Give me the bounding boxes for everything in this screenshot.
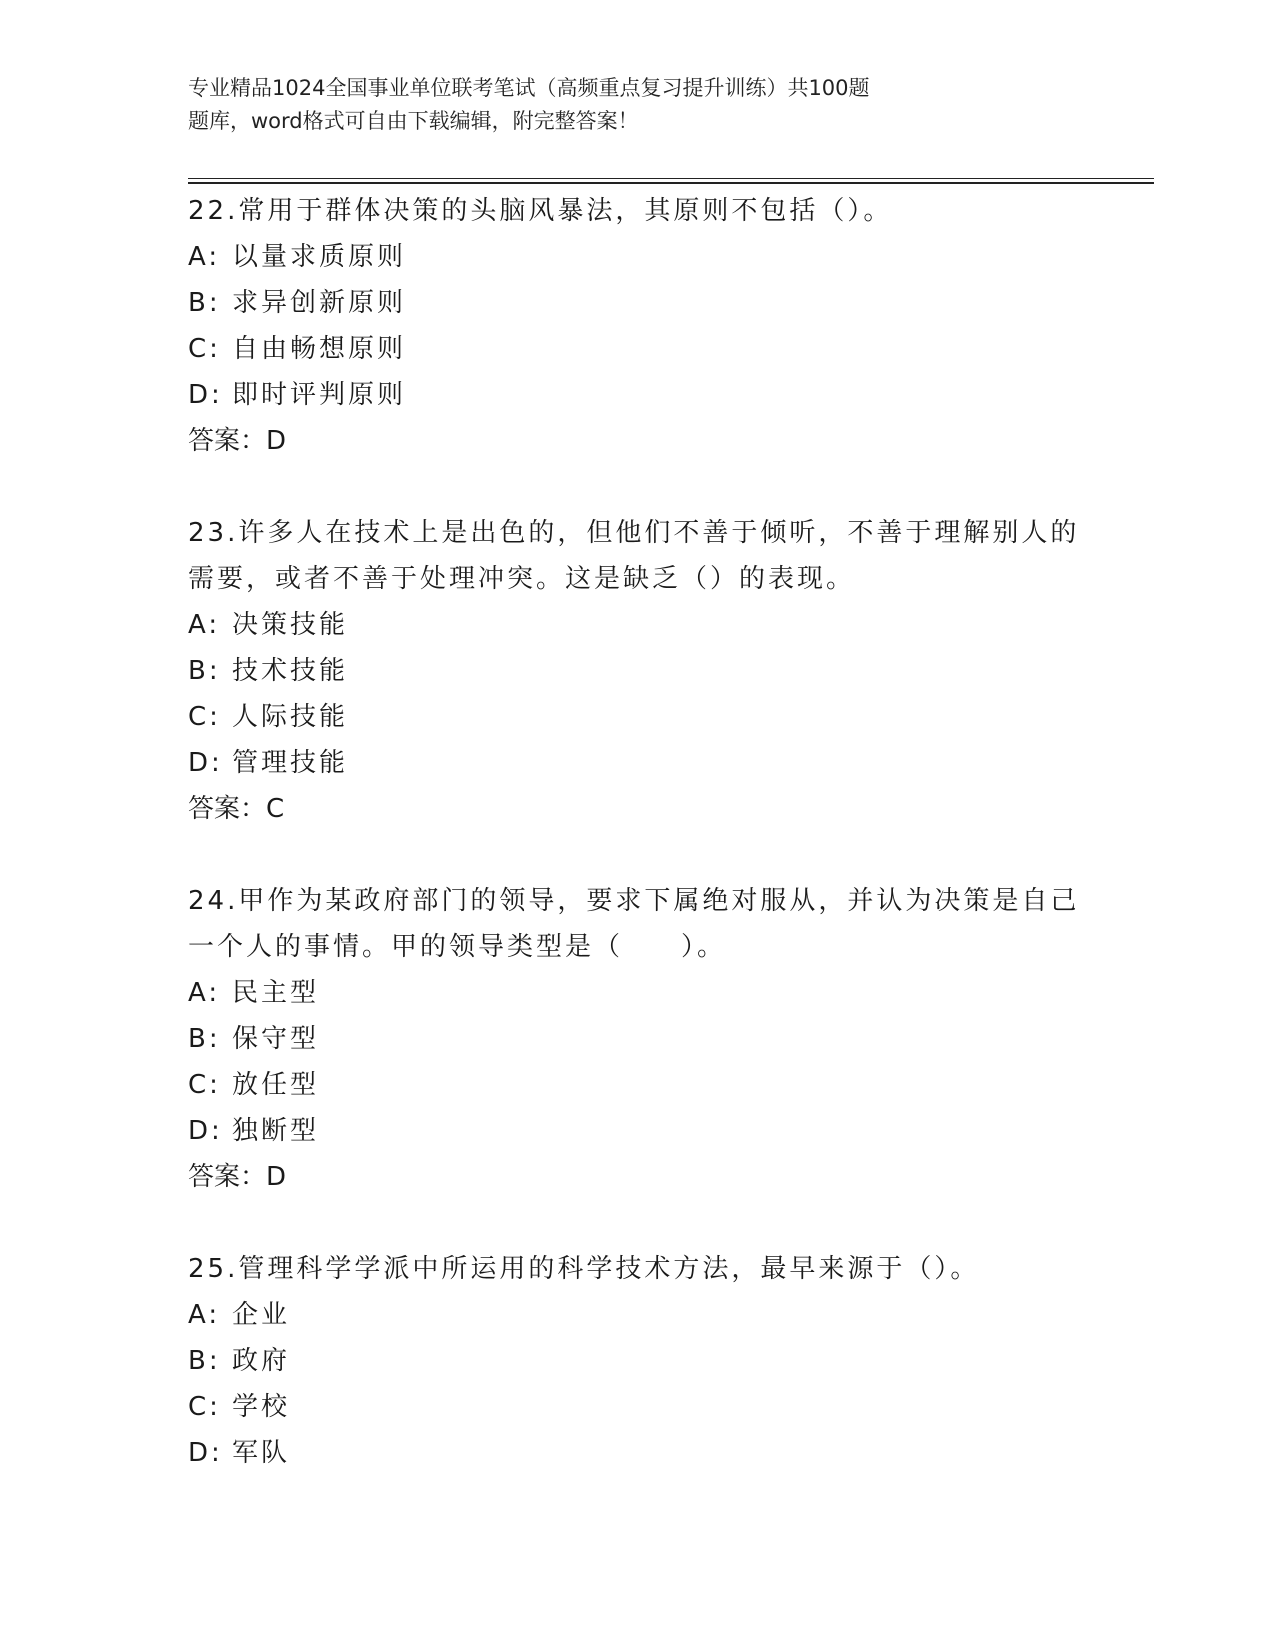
option-letter: A: — [188, 242, 221, 272]
option-d — [188, 372, 1088, 418]
option-letter: B: — [188, 1346, 221, 1376]
option-letter: A: — [188, 610, 221, 640]
option-text: 民主型 — [232, 978, 320, 1008]
option-text: 管理技能 — [232, 748, 349, 778]
question-22 — [188, 188, 1088, 464]
option-c — [188, 1062, 1088, 1108]
question-stem: 24.甲作为某政府部门的领导，要求下属绝对服从，并认为决策是自己一个人的事情。甲的领导类型是（ ）。 — [188, 886, 1080, 962]
header-divider-thin — [188, 178, 1154, 179]
question-stem: 23.许多人在技术上是出色的，但他们不善于倾听，不善于理解别人的需要，或者不善于处理冲突。这是缺乏（）的表现。 — [188, 518, 1080, 594]
option-c — [188, 1384, 1088, 1430]
option-b — [188, 1016, 1088, 1062]
header-line-2: 题库，word格式可自由下载编辑，附完整答案！ — [188, 109, 639, 133]
option-letter: B: — [188, 1024, 221, 1054]
document-header — [188, 72, 1088, 138]
option-b — [188, 280, 1088, 326]
option-text: 求异创新原则 — [232, 288, 407, 318]
header-divider-thick — [188, 182, 1154, 184]
option-b — [188, 648, 1088, 694]
option-text: 保守型 — [232, 1024, 320, 1054]
option-d — [188, 1430, 1088, 1476]
answer-line: 答案：C — [188, 794, 285, 824]
option-letter: D: — [188, 1438, 223, 1468]
option-text: 决策技能 — [232, 610, 349, 640]
option-a — [188, 234, 1088, 280]
option-text: 企业 — [232, 1300, 291, 1330]
option-letter: C: — [188, 334, 221, 364]
option-letter: B: — [188, 288, 221, 318]
option-b — [188, 1338, 1088, 1384]
option-text: 学校 — [232, 1392, 291, 1422]
option-text: 军队 — [232, 1438, 291, 1468]
option-c — [188, 694, 1088, 740]
option-letter: C: — [188, 1392, 221, 1422]
option-d — [188, 1108, 1088, 1154]
header-line-1: 专业精品1024全国事业单位联考笔试（高频重点复习提升训练）共100题 — [188, 76, 870, 100]
option-text: 以量求质原则 — [232, 242, 407, 272]
answer-line: 答案：D — [188, 1162, 287, 1192]
question-stem: 22.常用于群体决策的头脑风暴法，其原则不包括（）。 — [188, 196, 893, 226]
option-text: 人际技能 — [232, 702, 349, 732]
question-25 — [188, 1246, 1088, 1476]
option-text: 放任型 — [232, 1070, 320, 1100]
option-a — [188, 602, 1088, 648]
option-a — [188, 1292, 1088, 1338]
option-letter: C: — [188, 1070, 221, 1100]
option-c — [188, 326, 1088, 372]
question-24 — [188, 878, 1088, 1200]
option-text: 即时评判原则 — [232, 380, 407, 410]
option-letter: A: — [188, 978, 221, 1008]
option-letter: B: — [188, 656, 221, 686]
option-text: 自由畅想原则 — [232, 334, 407, 364]
option-letter: D: — [188, 380, 223, 410]
option-text: 技术技能 — [232, 656, 349, 686]
question-stem: 25.管理科学学派中所运用的科学技术方法，最早来源于（）。 — [188, 1254, 980, 1284]
option-letter: A: — [188, 1300, 221, 1330]
option-letter: D: — [188, 1116, 223, 1146]
question-23 — [188, 510, 1088, 832]
option-letter: C: — [188, 702, 221, 732]
answer-line: 答案：D — [188, 426, 287, 456]
question-list — [188, 188, 1088, 1522]
option-d — [188, 740, 1088, 786]
option-text: 独断型 — [232, 1116, 320, 1146]
option-a — [188, 970, 1088, 1016]
option-letter: D: — [188, 748, 223, 778]
option-text: 政府 — [232, 1346, 291, 1376]
